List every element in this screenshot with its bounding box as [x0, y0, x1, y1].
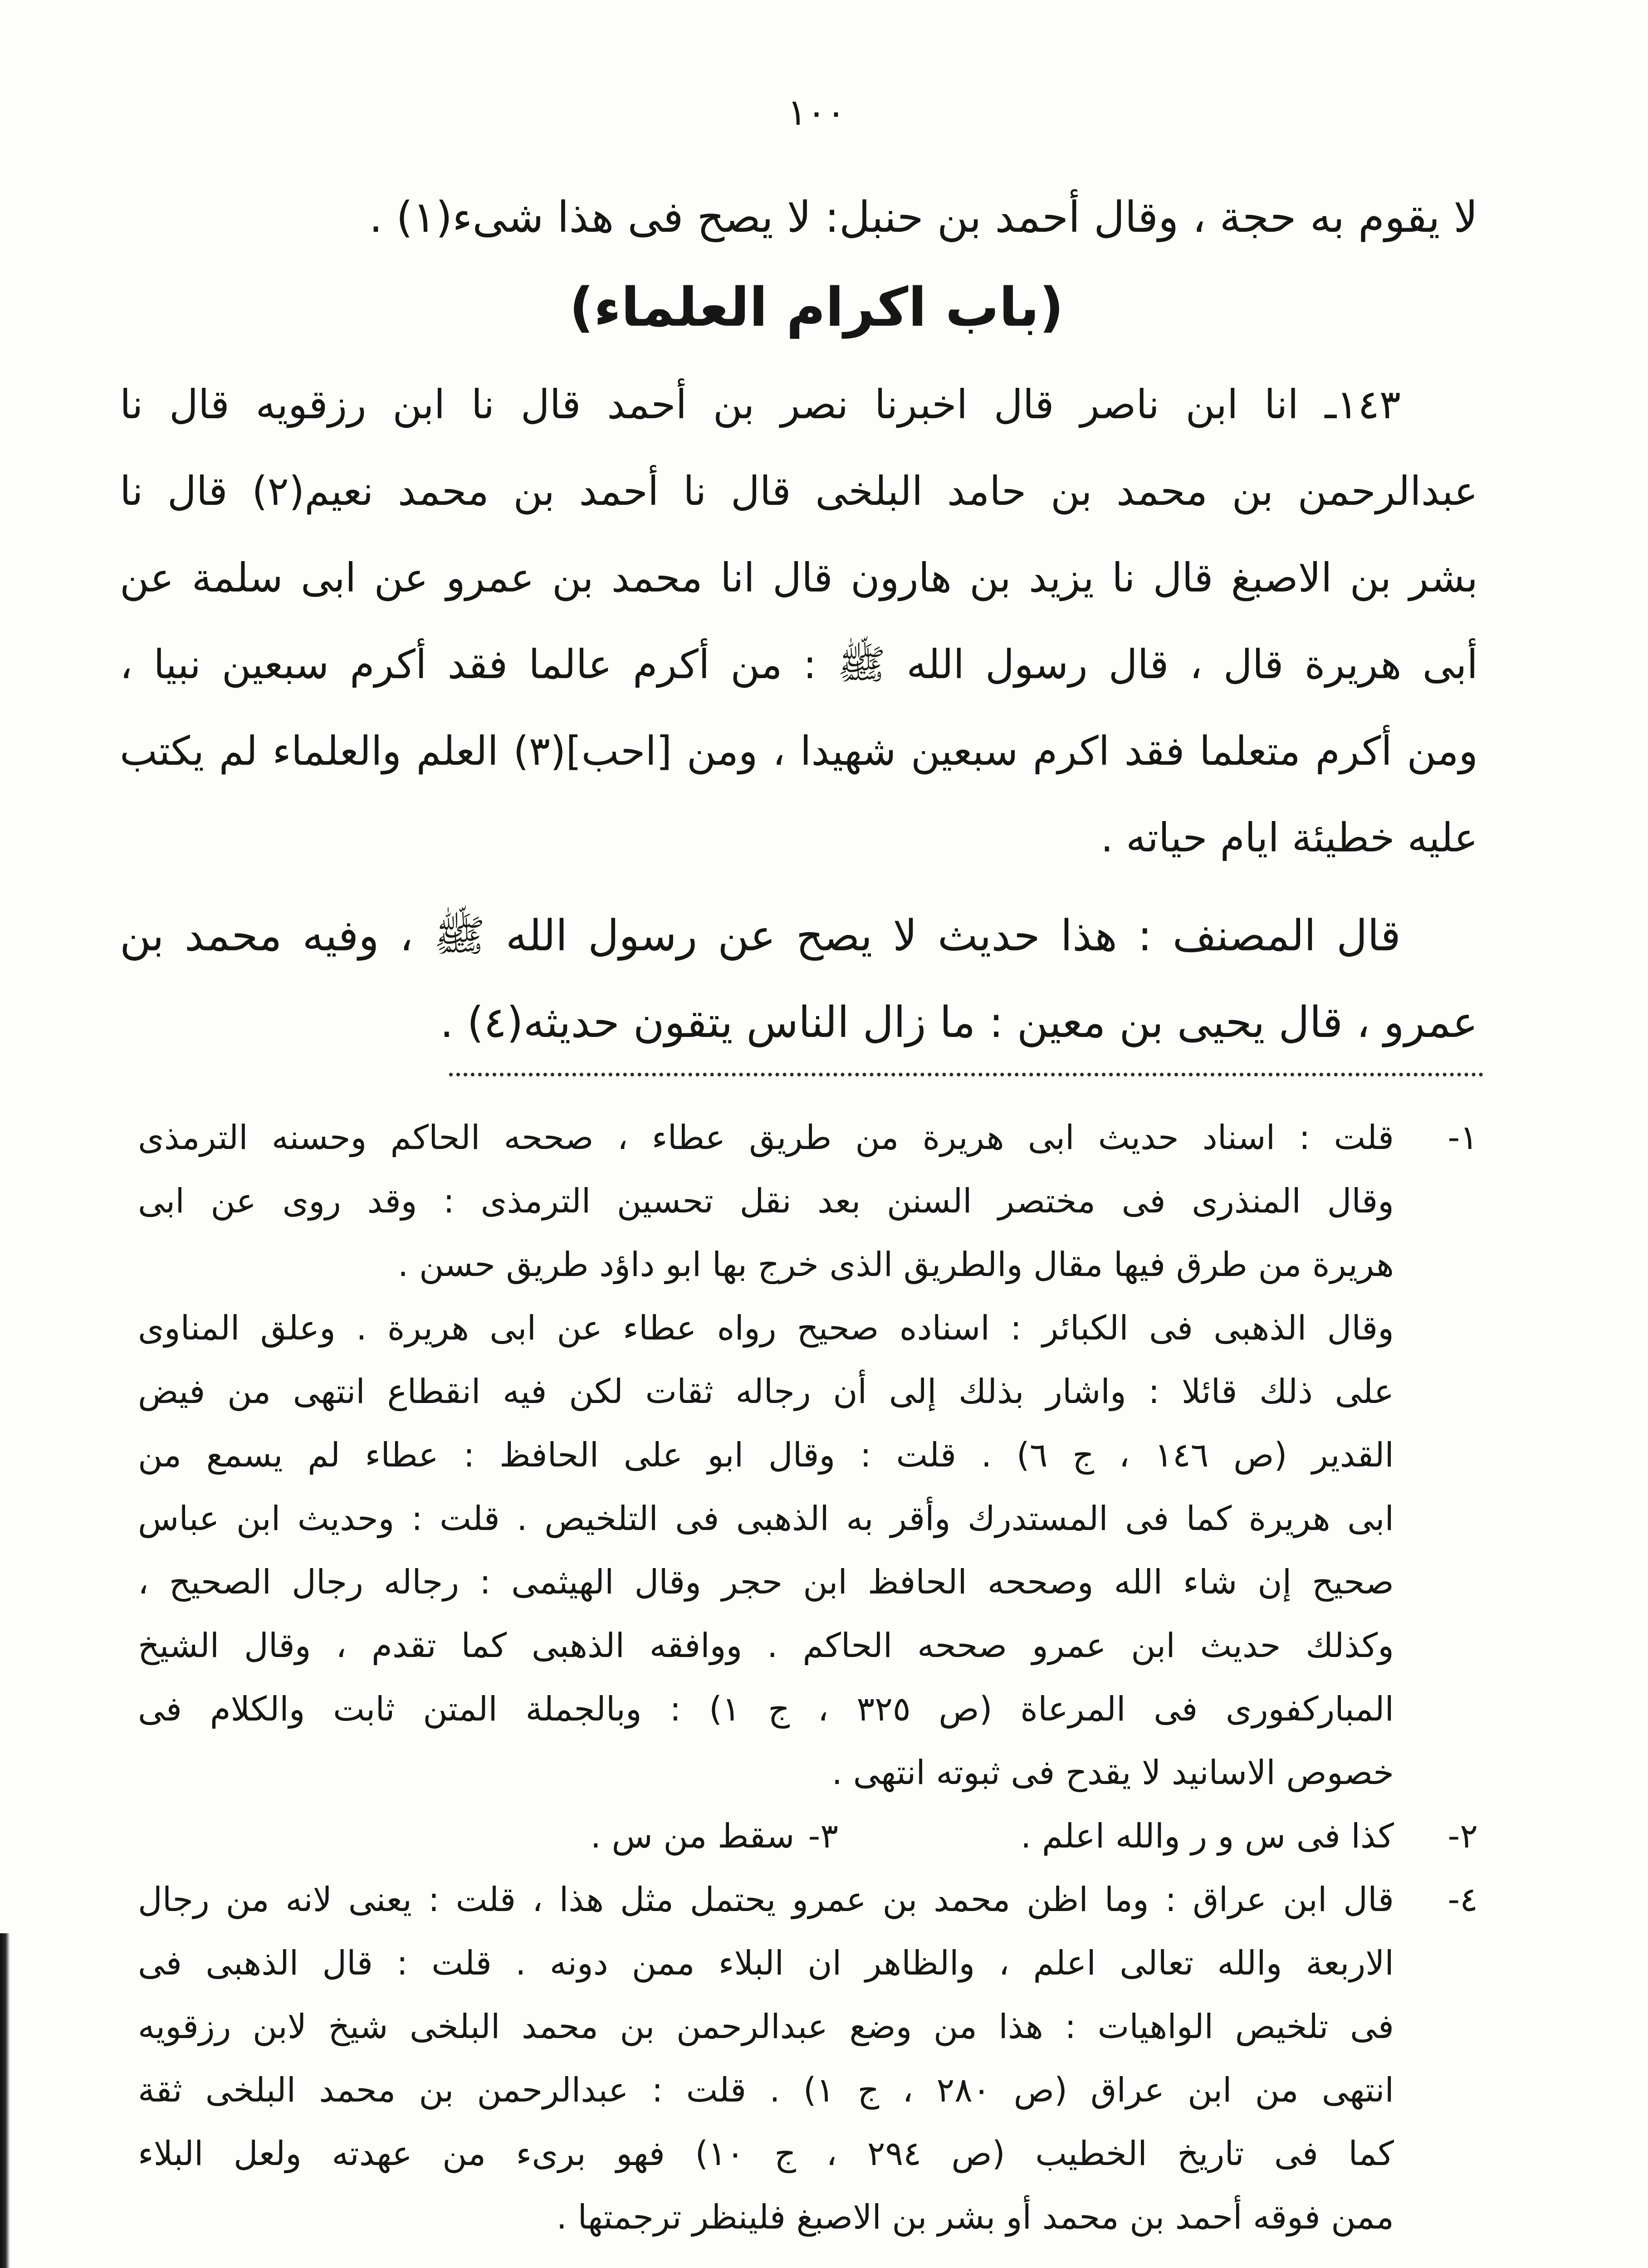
footnote-4	[138, 1868, 1478, 2249]
footnote-text	[138, 1868, 1394, 2249]
text-line: ١٤٣ـ انا ابن ناصر قال اخبرنا نصر بن أحمد قال نا ابن رزقويه قال نا	[120, 381, 1401, 428]
footnote-3-number: ٣-	[808, 1817, 838, 1856]
footnote-separator	[449, 1073, 1483, 1076]
text-line: عبدالرحمن بن محمد بن حامد البلخى قال نا أحمد بن محمد نعيم(٢) قال نا	[120, 468, 1478, 514]
footnote-line: خصوص الاسانيد لا يقدح فى ثبوته انتهى .	[831, 1753, 1394, 1792]
text-line: عليه خطيئة ايام حياته .	[1100, 814, 1478, 861]
footnote-3-text: سقط من س .	[590, 1817, 795, 1856]
footnote-line: على ذلك قائلا : واشار بذلك إلى أن رجاله ثقات لكن فيه انقطاع انتهى من فيض	[138, 1372, 1394, 1411]
footnote-line: قال ابن عراق : وما اظن محمد بن عمرو يحتمل مثل هذا ، قلت : يعنى لانه من رجال	[138, 1880, 1394, 1919]
footnote-line: صحيح إن شاء الله وصححه الحافظ ابن حجر وقال الهيثمى : رجاله رجال الصحيح ،	[138, 1563, 1394, 1602]
footnote-line: المباركفورى فى المرعاة (ص ٣٢٥ ، ج ١) : وبالجملة المتن ثابت والكلام فى	[138, 1690, 1394, 1729]
hadith-paragraph	[120, 361, 1478, 881]
footnote-line: هريرة من طرق فيها مقال والطريق الذى خرج بها ابو داؤد طريق حسن .	[397, 1245, 1394, 1284]
section-heading: (باب اكرام العلماء)	[569, 276, 1064, 338]
opening-line-block	[120, 174, 1478, 261]
footnote-line: فى تلخيص الواهيات : هذا من وضع عبدالرحمن بن محمد البلخى شيخ لابن رزقويه	[138, 2007, 1394, 2046]
page-number: ١٠٠	[787, 91, 846, 133]
footnote-line: وكذلك حديث ابن عمرو صححه الحاكم . ووافقه الذهبى كما تقدم ، وقال الشيخ	[138, 1626, 1394, 1665]
footnote-text	[138, 1106, 1394, 1804]
footnote-3	[590, 1804, 838, 1868]
footnote-line: قلت : اسناد حديث ابى هريرة من طريق عطاء ، صححه الحاكم وحسنه الترمذى	[138, 1118, 1394, 1157]
opening-line: لا يقوم به حجة ، وقال أحمد بن حنبل: لا يصح فى هذا شىء(١) .	[369, 193, 1478, 242]
scan-edge	[0, 1933, 10, 2268]
text-line: عمرو ، قال يحيى بن معين : ما زال الناس يتقون حديثه(٤) .	[440, 998, 1478, 1047]
footnotes	[138, 1106, 1478, 2249]
footnote-line: القدير (ص ١٤٦ ، ج ٦) . قلت : وقال ابو على الحافظ : عطاء لم يسمع من	[138, 1436, 1394, 1475]
footnote-2-and-3-row	[138, 1804, 1478, 1868]
footnote-number: ٤-	[1448, 1880, 1478, 1919]
footnote-2-text: كذا فى س و ر والله اعلم .	[1020, 1817, 1394, 1856]
footnote-1	[138, 1106, 1478, 1804]
text-line: بشر بن الاصبغ قال نا يزيد بن هارون قال انا محمد بن عمرو عن ابى سلمة عن	[120, 554, 1478, 601]
text-line: قال المصنف : هذا حديث لا يصح عن رسول الله ﷺ ، وفيه محمد بن	[120, 911, 1401, 961]
footnote-line: ممن فوقه أحمد بن محمد أو بشر بن الاصبغ فلينظر ترجمتها .	[556, 2198, 1394, 2237]
footnote-line: وقال المنذرى فى مختصر السنن بعد نقل تحسين الترمذى : وقد روى عن ابى	[138, 1182, 1394, 1221]
footnote-line: الاربعة والله تعالى اعلم ، والظاهر ان البلاء ممن دونه . قلت : قال الذهبى فى	[138, 1944, 1394, 1983]
text-line: ومن أكرم متعلما فقد اكرم سبعين شهيدا ، ومن [احب](٣) العلم والعلماء لم يكتب	[120, 728, 1478, 774]
footnote-2-number: ٢-	[1448, 1817, 1478, 1856]
footnote-line: كما فى تاريخ الخطيب (ص ٢٩٤ ، ج ١٠) فهو برىء من عهدته ولعل البلاء	[138, 2134, 1394, 2173]
author-comment-paragraph	[120, 893, 1478, 1066]
footnote-line: انتهى من ابن عراق (ص ٢٨٠ ، ج ١) . قلت : عبدالرحمن بن محمد البلخى ثقة	[138, 2071, 1394, 2110]
footnote-number: ١-	[1448, 1118, 1478, 1157]
footnote-line: ابى هريرة كما فى المستدرك وأقر به الذهبى فى التلخيص . قلت : وحديث ابن عباس	[138, 1499, 1394, 1538]
footnote-line: وقال الذهبى فى الكبائر : اسناده صحيح رواه عطاء عن ابى هريرة . وعلق المناوى	[138, 1309, 1394, 1348]
text-line: أبى هريرة قال ، قال رسول الله ﷺ : من أكرم عالما فقد أكرم سبعين نبيا ،	[120, 641, 1478, 688]
